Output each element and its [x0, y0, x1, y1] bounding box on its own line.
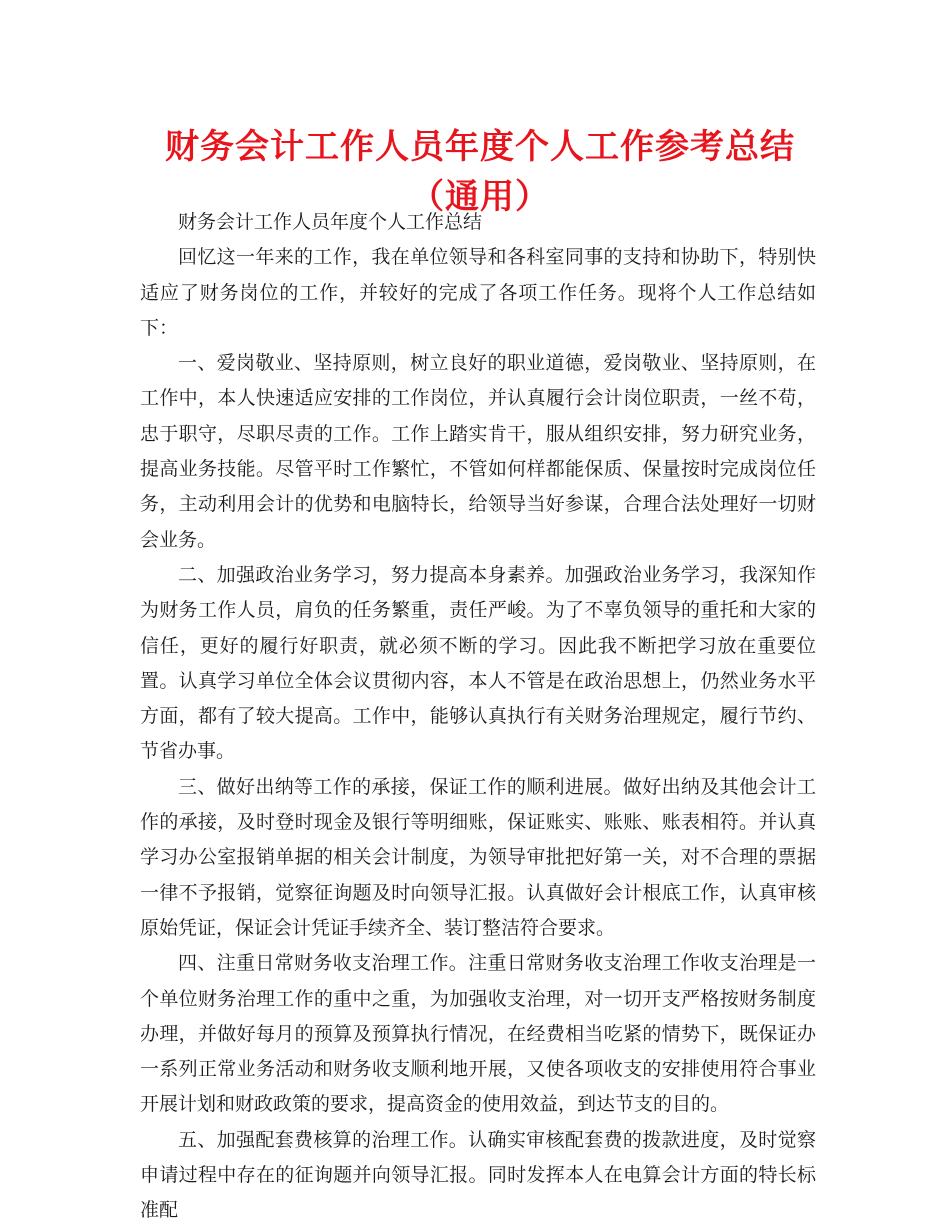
- intro-paragraph: 回忆这一年来的工作，我在单位领导和各科室同事的支持和协助下，特别快适应了财务岗位的工作，并较好的完成了各项工作任务。现将个人工作总结如下：: [140, 246, 816, 339]
- section-4-paragraph: 四、注重日常财务收支治理工作。注重日常财务收支治理工作收支治理是一个单位财务治理工作的重中之重，为加强收支治理，对一切开支严格按财务制度办理，并做好每月的预算及预算执行情况，在经费相当吃紧的情势下，既保证办一系列正常业务活动和财务收支顺利地开展，又使各项收支的安排使用符合事业开展计划和财政政策的要求，提高资金的使用效益，到达节支的目的。: [140, 952, 816, 1116]
- subtitle-paragraph: 财务会计工作人员年度个人工作总结: [178, 211, 483, 233]
- section-2-paragraph: 二、加强政治业务学习，努力提高本身素养。加强政治业务学习，我深知作为财务工作人员，肩负的任务繁重，责任严峻。为了不辜负领导的重托和大家的信任，更好的履行好职责，就必须不断的学习。因此我不断把学习放在重要位置。认真学习单位全体会议贯彻内容，本人不管是在政治思想上，仍然业务水平方面，都有了较大提高。工作中，能够认真执行有关财务治理规定，履行节约、节省办事。: [140, 563, 816, 763]
- section-5-paragraph: 五、加强配套费核算的治理工作。认确实审核配套费的拨款进度，及时觉察申请过程中存在的征询题并向领导汇报。同时发挥本人在电算会计方面的特长标准配: [140, 1128, 816, 1222]
- section-1-paragraph: 一、爱岗敬业、坚持原则，树立良好的职业道德，爱岗敬业、坚持原则，在工作中，本人快速适应安排的工作岗位，并认真履行会计岗位职责，一丝不苟，忠于职守，尽职尽责的工作。工作上踏实肯干，服从组织安排，努力研究业务，提高业务技能。尽管平时工作繁忙，不管如何样都能保质、保量按时完成岗位任务，主动利用会计的优势和电脑特长，给领导当好参谋，合理合法处理好一切财会业务。: [140, 352, 816, 551]
- section-3-paragraph: 三、做好出纳等工作的承接，保证工作的顺利进展。做好出纳及其他会计工作的承接，及时登时现金及银行等明细账，保证账实、账账、账表相符。并认真学习办公室报销单据的相关会计制度，为领导审批把好第一关，对不合理的票据一律不予报销，觉察征询题及时向领导汇报。认真做好会计根底工作，认真审核原始凭证，保证会计凭证手续齐全、装订整洁符合要求。: [140, 775, 816, 939]
- document-body: [140, 205, 816, 1229]
- document-title: 财务会计工作人员年度个人工作参考总结（通用）: [165, 127, 795, 217]
